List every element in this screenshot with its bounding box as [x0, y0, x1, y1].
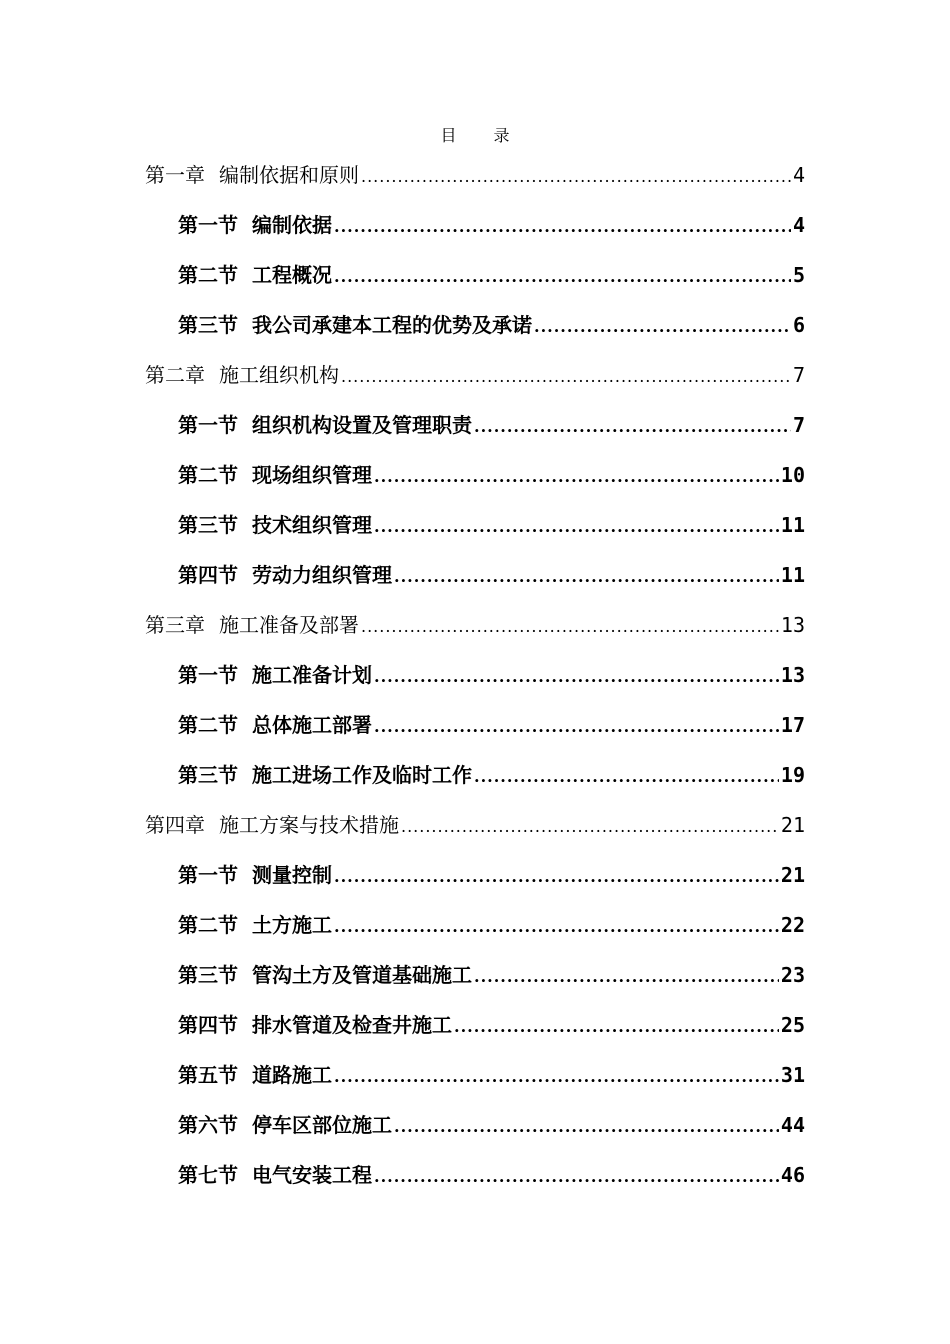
dot-leader: [334, 212, 791, 242]
toc-page-number: 21: [780, 813, 805, 837]
toc-number: 第五节: [178, 1063, 238, 1087]
dot-leader: [374, 512, 779, 542]
toc-entry-section[interactable]: [178, 1160, 805, 1190]
toc-entry-section[interactable]: [178, 710, 805, 740]
toc-title: 施工进场工作及临时工作: [252, 763, 472, 787]
toc-number: 第三章: [145, 613, 205, 637]
toc-number: 第二节: [178, 713, 238, 737]
toc-entry-chapter[interactable]: [145, 810, 805, 840]
toc-title: 施工方案与技术措施: [219, 813, 399, 837]
toc-page-number: 19: [780, 763, 805, 787]
toc-page-number: 5: [792, 263, 805, 287]
toc-page-number: 23: [780, 963, 805, 987]
toc-title: 编制依据和原则: [219, 163, 359, 187]
toc-number: 第二节: [178, 913, 238, 937]
dot-leader: [334, 1062, 779, 1092]
toc-title: 组织机构设置及管理职责: [252, 413, 472, 437]
toc-number: 第一节: [178, 213, 238, 237]
toc-title: 总体施工部署: [252, 713, 372, 737]
toc-entry-section[interactable]: [178, 510, 805, 540]
toc-number: 第三节: [178, 763, 238, 787]
toc-number: 第四节: [178, 563, 238, 587]
toc-page-number: 7: [792, 363, 805, 387]
toc-title: 土方施工: [252, 913, 332, 937]
toc-title: 道路施工: [252, 1063, 332, 1087]
dot-leader: [374, 662, 779, 692]
toc-entry-section[interactable]: [178, 660, 805, 690]
toc-entry-section[interactable]: [178, 210, 805, 240]
dot-leader: [394, 562, 779, 592]
toc-title: 停车区部位施工: [252, 1113, 392, 1137]
page-title: 目 录: [440, 126, 526, 145]
dot-leader: [474, 412, 791, 442]
toc-page-number: 4: [792, 163, 805, 187]
toc-page-number: 46: [780, 1163, 805, 1187]
toc-number: 第二节: [178, 463, 238, 487]
toc-page-number: 25: [780, 1013, 805, 1037]
toc-title: 现场组织管理: [252, 463, 372, 487]
dot-leader: [361, 612, 779, 642]
toc-page-number: 13: [780, 613, 805, 637]
toc-entry-section[interactable]: [178, 410, 805, 440]
toc-page-number: 21: [780, 863, 805, 887]
dot-leader: [374, 712, 779, 742]
toc-page-number: 7: [792, 413, 805, 437]
toc-entry-section[interactable]: [178, 910, 805, 940]
dot-leader: [341, 362, 791, 392]
toc-title: 排水管道及检查井施工: [252, 1013, 452, 1037]
dot-leader: [401, 812, 779, 842]
toc-number: 第六节: [178, 1113, 238, 1137]
dot-leader: [361, 162, 791, 192]
toc-page-number: 31: [780, 1063, 805, 1087]
toc-number: 第一节: [178, 663, 238, 687]
toc-entry-section[interactable]: [178, 260, 805, 290]
toc-number: 第一节: [178, 413, 238, 437]
dot-leader: [374, 1162, 779, 1192]
toc-entry-section[interactable]: [178, 460, 805, 490]
toc-number: 第七节: [178, 1163, 238, 1187]
toc-entry-section[interactable]: [178, 860, 805, 890]
toc-entry-chapter[interactable]: [145, 160, 805, 190]
toc-number: 第一节: [178, 863, 238, 887]
toc-entry-section[interactable]: [178, 310, 805, 340]
toc-entry-section[interactable]: [178, 1110, 805, 1140]
toc-title: 我公司承建本工程的优势及承诺: [252, 313, 532, 337]
toc-entry-section[interactable]: [178, 760, 805, 790]
toc-number: 第二节: [178, 263, 238, 287]
dot-leader: [474, 762, 779, 792]
toc-page-number: 11: [780, 563, 805, 587]
toc-entry-section[interactable]: [178, 560, 805, 590]
toc-title: 编制依据: [252, 213, 332, 237]
dot-leader: [334, 912, 779, 942]
toc-page-number: 11: [780, 513, 805, 537]
toc-page-number: 44: [780, 1113, 805, 1137]
toc-title: 施工组织机构: [219, 363, 339, 387]
dot-leader: [394, 1112, 779, 1142]
toc-number: 第三节: [178, 513, 238, 537]
dot-leader: [454, 1012, 779, 1042]
toc-number: 第二章: [145, 363, 205, 387]
toc-number: 第三节: [178, 963, 238, 987]
toc-number: 第四章: [145, 813, 205, 837]
dot-leader: [334, 262, 791, 292]
dot-leader: [474, 962, 779, 992]
toc-entry-section[interactable]: [178, 1010, 805, 1040]
toc-title: 管沟土方及管道基础施工: [252, 963, 472, 987]
toc-page-number: 13: [780, 663, 805, 687]
toc-title: 劳动力组织管理: [252, 563, 392, 587]
toc-title: 技术组织管理: [252, 513, 372, 537]
toc-number: 第一章: [145, 163, 205, 187]
toc-title: 施工准备计划: [252, 663, 372, 687]
dot-leader: [374, 462, 779, 492]
toc-entry-section[interactable]: [178, 960, 805, 990]
toc-title: 测量控制: [252, 863, 332, 887]
toc-entry-section[interactable]: [178, 1060, 805, 1090]
toc-page-number: 17: [780, 713, 805, 737]
toc-page-number: 10: [780, 463, 805, 487]
toc-number: 第三节: [178, 313, 238, 337]
toc-title: 施工准备及部署: [219, 613, 359, 637]
dot-leader: [334, 862, 779, 892]
toc-number: 第四节: [178, 1013, 238, 1037]
toc-title: 电气安装工程: [252, 1163, 372, 1187]
toc-page-number: 22: [780, 913, 805, 937]
toc-page-number: 6: [792, 313, 805, 337]
toc-page-number: 4: [792, 213, 805, 237]
toc-entry-chapter[interactable]: [145, 360, 805, 390]
dot-leader: [534, 312, 791, 342]
toc-entry-chapter[interactable]: [145, 610, 805, 640]
toc-title: 工程概况: [252, 263, 332, 287]
